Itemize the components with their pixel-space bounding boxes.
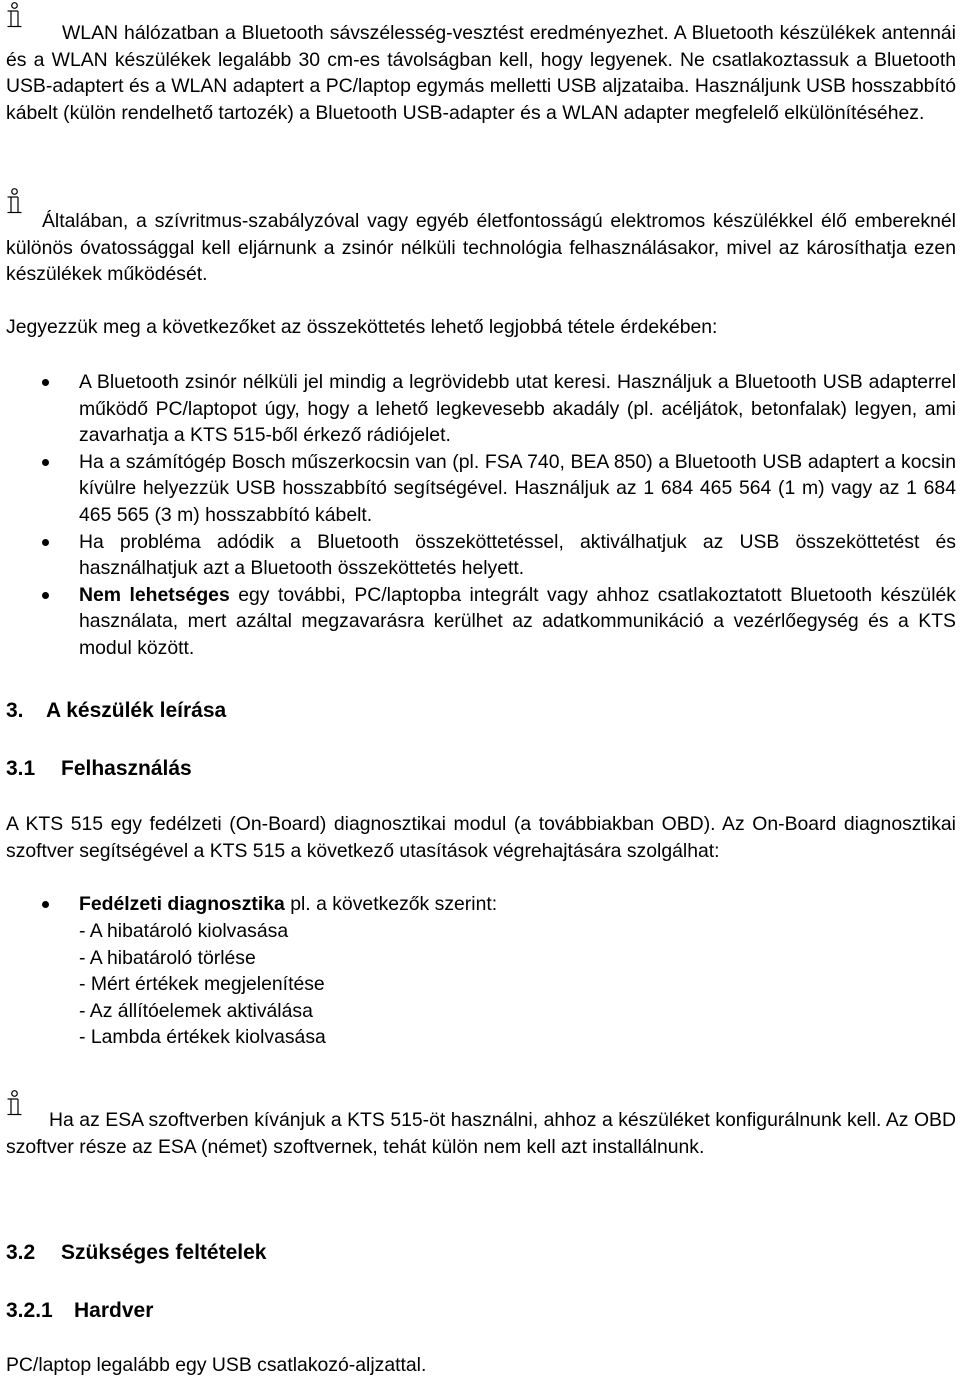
list-item: Nem lehetséges egy további, PC/laptopba integrált vagy ahhoz csatlakoztatott Bluetooth készülék használata, mert azáltal megzavarásra kerülhet az adatkommunikáció a vezérlőegység és a KTS modul között. [0,582,956,662]
onboard-sublist [79,918,326,1051]
list-item: - Lambda értékek kiolvasása [79,1026,326,1049]
list-item: Ha probléma adódik a Bluetooth összeköttetéssel, aktiválhatjuk az USB összeköttetést és használhatjuk azt a Bluetooth összeköttetés helyett. [0,529,956,582]
list-item: Ha a számítógép Bosch műszerkocsin van (pl. FSA 740, BEA 850) a Bluetooth USB adaptert a kocsin kívülre helyezzük USB hosszabbító segítségével. Használjuk az 1 684 465 564 (1 m) vagy az 1 684 465 565 (3 m) hosszabbító kábelt. [0,449,956,529]
section-heading: 3.1 Felhasználás [6,757,192,780]
note-wlan-paragraph: WLAN hálózatban a Bluetooth sávszélesség-vesztést eredményezhet. A Bluetooth készülékek antennái és a WLAN készülékek legalább 30 cm-es távolságban kell, hogy legyenek. Ne csatlakoztassuk a Bluetooth USB-adaptert és a WLAN adaptert a PC/laptop egymás melletti USB aljzataiba. Használjunk USB hosszabbító kábelt (külön rendelhető tartozék) a Bluetooth USB-adapter és a WLAN adapter megfelelő elkülönítéséhez. [6,22,956,124]
section-heading: 3. A készülék leírása [6,699,227,722]
bullet-icon [42,539,49,546]
hardware-paragraph: PC/laptop legalább egy USB csatlakozó-aljzattal. [6,1354,427,1376]
bullet-icon [42,592,49,599]
section-heading: 3.2.1 Hardver [6,1299,154,1322]
bullet-icon [42,379,49,386]
onboard-list [0,891,956,918]
intro-paragraph: Jegyezzük meg a következőket az összeköttetés lehető legjobbá tétele érdekében: [6,316,718,338]
connection-tips-list [0,369,956,662]
section-heading: 3.2 Szükséges feltételek [6,1241,267,1264]
list-item: A Bluetooth zsinór nélküli jel mindig a legrövidebb utat keresi. Használjuk a Bluetooth USB adapterrel működő PC/laptopot úgy, hogy a lehető legkevesebb akadály (pl. acéljátok, betonfalak) legyen, ami zavarhatja a KTS 515-ből érkező rádiójelet. [0,369,956,449]
note-pacemaker-paragraph: Általában, a szívritmus-szabályzóval vagy egyéb életfontosságú elektromos készülékkel élő embereknél különös óvatossággal kell eljárnunk a zsinór nélküli technológia felhasználásakor, mivel az károsíthatja ezen készülékek működését. [6,210,956,286]
list-item: - A hibatároló kiolvasása [79,920,289,942]
bullet-icon [42,459,49,466]
usage-paragraph: A KTS 515 egy fedélzeti (On-Board) diagnosztikai modul (a továbbiakban OBD). Az On-Board diagnosztikai szoftver segítségével a KTS 515 a következő utasítások végrehajtására szolgálhat: [6,813,956,862]
note-esa-paragraph: Ha az ESA szoftverben kívánjuk a KTS 515-öt használni, ahhoz a készüléket konfigurálnunk kell. Az OBD szoftver része az ESA (német) szoftvernek, tehát külön nem kell azt installálnunk. [6,1109,956,1158]
bullet-icon [42,901,49,908]
list-item: - Mért értékek megjelenítése [79,973,325,996]
list-item: - A hibatároló törlése [79,946,256,969]
list-item: Fedélzeti diagnosztika pl. a következők szerint: [0,891,956,918]
list-item: - Az állítóelemek aktiválása [79,999,313,1022]
